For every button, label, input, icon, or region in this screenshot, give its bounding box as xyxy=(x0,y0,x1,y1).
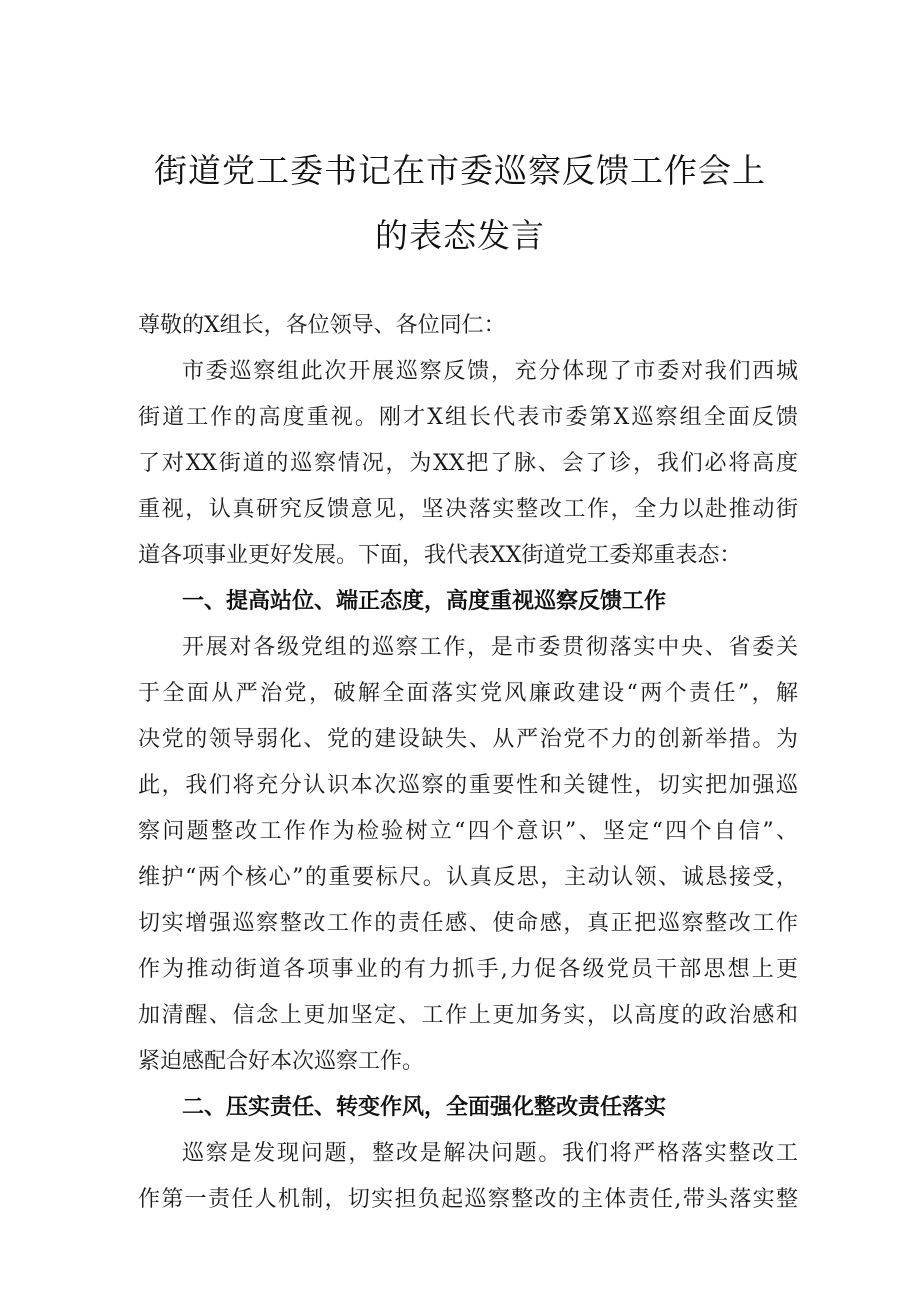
paragraph-2-line: 于全面从严治党，破解全面落实党风廉政建设“两个责任”，解 xyxy=(138,681,798,706)
document-title-line-2: 的表态发言 xyxy=(375,216,545,255)
paragraph-2-line: 察问题整改工作作为检验树立“四个意识”、坚定“四个自信”、 xyxy=(138,819,798,844)
paragraph-2-line: 开展对各级党组的巡察工作，是市委贯彻落实中央、省委关 xyxy=(182,635,798,660)
paragraph-2-line: 加清醒、信念上更加坚定、工作上更加务实，以高度的政治感和 xyxy=(138,1003,798,1028)
section-heading-2: 二、压实责任、转变作风，全面强化整改责任落实 xyxy=(182,1095,667,1120)
document-title-line-1: 街道党工委书记在市委巡察反馈工作会上 xyxy=(154,151,766,190)
paragraph-1-line: 重视，认真研究反馈意见，坚决落实整改工作，全力以赴推动街 xyxy=(138,497,798,522)
paragraph-2-line: 切实增强巡察整改工作的责任感、使命感，真正把巡察整改工作 xyxy=(138,911,798,936)
paragraph-3-line: 巡察是发现问题，整改是解决问题。我们将严格落实整改工 xyxy=(182,1141,798,1166)
paragraph-1-line: 了对XX街道的巡察情况，为XX把了脉、会了诊，我们必将高度 xyxy=(138,451,798,476)
paragraph-3-line: 作第一责任人机制，切实担负起巡察整改的主体责任,带头落实整 xyxy=(138,1187,798,1212)
paragraph-1-line: 道各项事业更好发展。下面，我代表XX街道党工委郑重表态： xyxy=(138,543,742,568)
paragraph-2-line: 维护“两个核心”的重要标尺。认真反思，主动认领、诚恳接受， xyxy=(138,865,798,890)
salutation: 尊敬的X组长，各位领导、各位同仁： xyxy=(138,313,506,338)
paragraph-2-line: 作为推动街道各项事业的有力抓手,力促各级党员干部思想上更 xyxy=(138,957,798,982)
section-heading-1: 一、提高站位、端正态度，高度重视巡察反馈工作 xyxy=(182,589,667,614)
paragraph-2-line: 决党的领导弱化、党的建设缺失、从严治党不力的创新举措。为 xyxy=(138,727,798,752)
paragraph-1-line: 街道工作的高度重视。刚才X组长代表市委第X巡察组全面反馈 xyxy=(138,405,798,430)
paragraph-1-line: 市委巡察组此次开展巡察反馈，充分体现了市委对我们西城 xyxy=(182,359,798,384)
paragraph-2-line: 紧迫感配合好本次巡察工作。 xyxy=(138,1049,425,1074)
paragraph-2-line: 此，我们将充分认识本次巡察的重要性和关键性，切实把加强巡 xyxy=(138,773,798,798)
